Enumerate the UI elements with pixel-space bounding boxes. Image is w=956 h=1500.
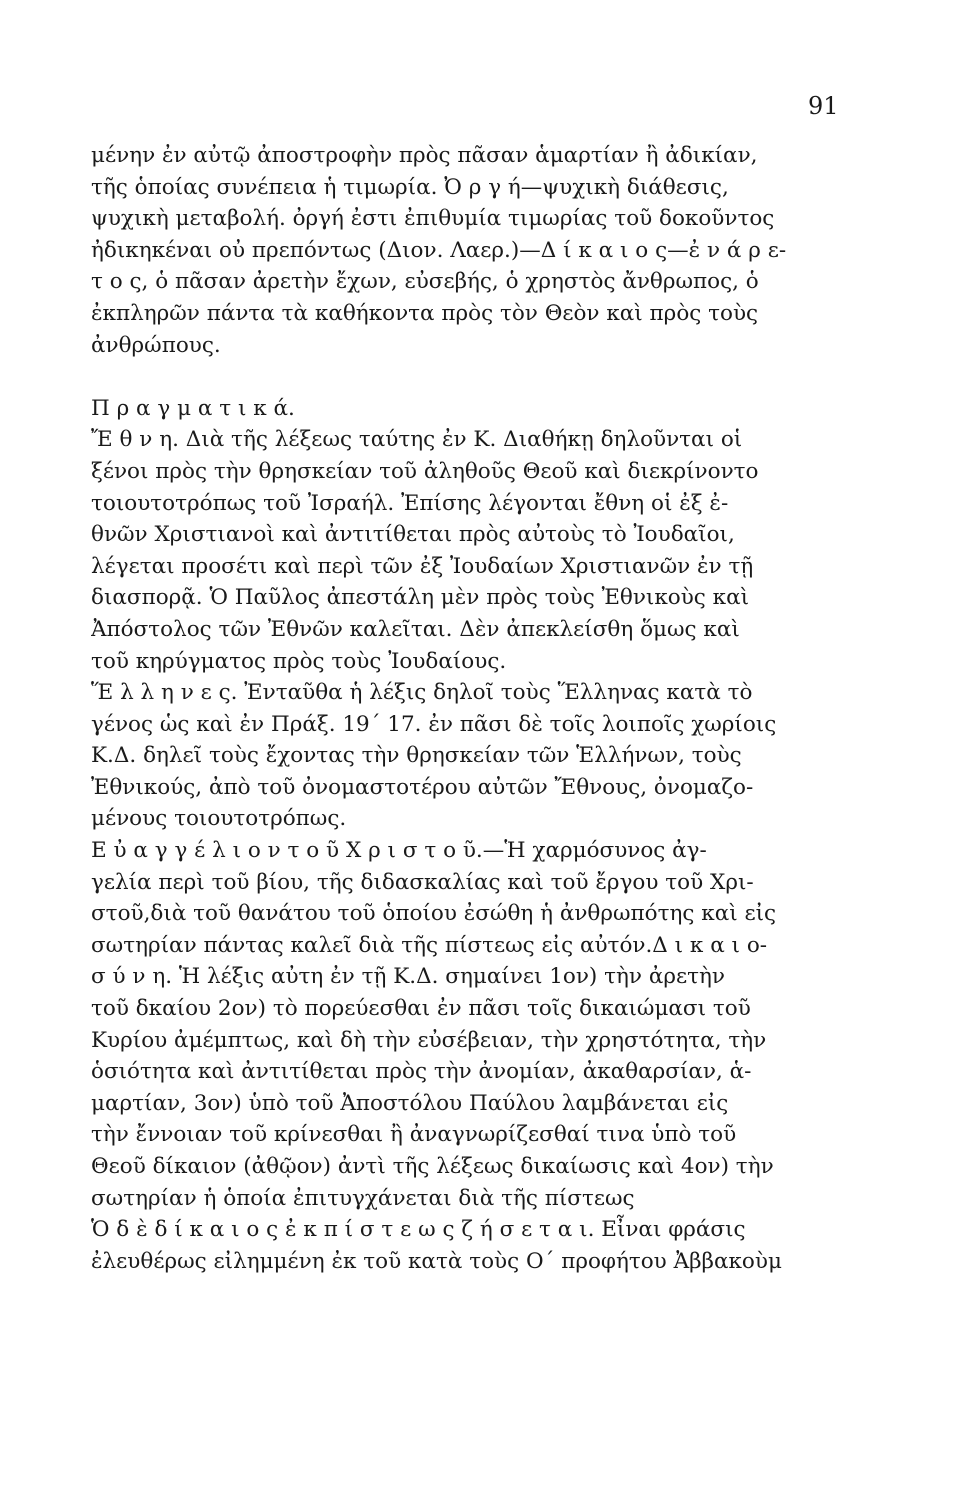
text-line: τ ο ς, ὁ πᾶσαν ἀρετὴν ἔχων, εὐσεβής, ὁ χρηστὸς ἄνθρωπος, ὁ (91, 269, 759, 295)
text-line: τοῦ δκαίου 2ον) τὸ πορεύεσθαι ἐν πᾶσι τοῖς δικαιώμασι τοῦ (91, 996, 751, 1022)
text-line: σωτηρίαν ἡ ὁποία ἐπιτυγχάνεται διὰ τῆς πίστεως (91, 1185, 635, 1211)
page-text (91, 140, 866, 1309)
text-line: Ἐθνικούς, ἀπὸ τοῦ ὀνομαστοτέρου αὐτῶν Ἔθνους, ὀνομαζο- (91, 774, 754, 800)
text-line: ἐκπληρῶν πάντα τὰ καθήκοντα πρὸς τὸν Θεὸν καὶ πρὸς τοὺς (91, 300, 759, 326)
text-line: ὁσιότητα καὶ ἀντιτίθεται πρὸς τὴν ἀνομίαν, ἀκαθαρσίαν, ἁ- (91, 1059, 752, 1085)
text-line: Ὁ δ ὲ δ ί κ α ι ο ς ἐ κ π ί σ τ ε ω ς ζ ή σ ε τ α ι. Εἶναι φράσις (91, 1217, 746, 1243)
text-line: ξένοι πρὸς τὴν θρησκείαν τοῦ ἀληθοῦς Θεοῦ καὶ διεκρίνοντο (91, 458, 759, 484)
text-line: τὴν ἔννοιαν τοῦ κρίνεσθαι ἢ ἀναγνωρίζεσθαί τινα ὑπὸ τοῦ (91, 1122, 737, 1148)
text-line: μαρτίαν, 3ον) ὑπὸ τοῦ Ἀποστόλου Παύλου λαμβάνεται εἰς (91, 1090, 729, 1116)
section-heading: Π ρ α γ μ α τ ι κ ά. (91, 395, 295, 421)
text-line: θνῶν Χριστιανοὶ καὶ ἀντιτίθεται πρὸς αὐτοὺς τὸ Ἰουδαῖοι, (91, 522, 735, 548)
text-line: διασπορᾷ. Ὁ Παῦλος ἀπεστάλη μὲν πρὸς τοὺς Ἐθνικοὺς καὶ (91, 585, 750, 611)
text-line: μένην ἐν αὐτῷ ἀποστροφὴν πρὸς πᾶσαν ἁμαρτίαν ἢ ἀδικίαν, (91, 143, 758, 168)
text-line: γένος ὡς καὶ ἐν Πράξ. 19΄ 17. ἐν πᾶσι δὲ τοῖς λοιποῖς χωρίοις (91, 711, 777, 737)
text-line: Ἕ λ λ η ν ε ς. Ἐνταῦθα ἡ λέξις δηλοῖ τοὺς Ἕλληνας κατὰ τὸ (91, 680, 753, 706)
text-line: τῆς ὁποίας συνέπεια ἡ τιμωρία. Ὀ ρ γ ή—ψυχικὴ διάθεσις, (91, 174, 729, 200)
text-line: Ἀπόστολος τῶν Ἐθνῶν καλεῖται. Δὲν ἀπεκλείσθη ὅμως καὶ (91, 616, 740, 642)
text-line: Ε ὐ α γ γ έ λ ι ο ν τ ο ῦ Χ ρ ι σ τ ο ῦ.—Ἡ χαρμόσυνος ἀγ- (91, 838, 707, 864)
text-line: τοῦ κηρύγματος πρὸς τοὺς Ἰουδαίους. (91, 648, 507, 674)
text-line: στοῦ,διὰ τοῦ θανάτου τοῦ ὁποίου ἐσώθη ἡ ἀνθρωπότης καὶ εἰς (91, 901, 777, 927)
text-line: Ἔ θ ν η. Διὰ τῆς λέξεως ταύτης ἐν Κ. Διαθήκῃ δηλοῦνται οἱ (91, 427, 743, 453)
page-number: 91 (808, 92, 839, 120)
text-line: σωτηρίαν πάντας καλεῖ διὰ τῆς πίστεως εἰς αὐτόν.Δ ι κ α ι ο- (91, 932, 768, 958)
text-line: μένους τοιουτοτρόπως. (91, 806, 347, 832)
text-line: γελία περὶ τοῦ βίου, τῆς διδασκαλίας καὶ τοῦ ἔργου τοῦ Χρι- (91, 869, 754, 895)
text-line: Θεοῦ δίκαιον (ἀθῷον) ἀντὶ τῆς λέξεως δικαίωσις καὶ 4ον) τὴν (91, 1154, 774, 1179)
text-line: λέγεται προσέτι καὶ περὶ τῶν ἐξ Ἰουδαίων Χριστιανῶν ἐν τῇ (91, 553, 754, 579)
text-line: ἀνθρώπους. (91, 332, 221, 358)
blank-line (91, 361, 866, 393)
text-line (91, 1277, 866, 1309)
text-line: σ ύ ν η. Ἡ λέξις αὐτη ἐν τῇ Κ.Δ. σημαίνει 1ον) τὴν ἀρετὴν (91, 964, 725, 990)
text-line: ἠδικηκέναι οὐ πρεπόντως (Διον. Λαερ.)—Δ ί κ α ι ο ς—ἐ ν ά ρ ε- (91, 237, 787, 263)
text-line: Κυρίου ἀμέμπτως, καὶ δὴ τὴν εὐσέβειαν, τὴν χρηστότητα, τὴν (91, 1027, 767, 1053)
text-line: τοιουτοτρόπως τοῦ Ἰσραήλ. Ἐπίσης λέγονται ἔθνη οἱ ἐξ ἐ- (91, 490, 729, 516)
text-line: ἐλευθέρως εἰλημμένη ἐκ τοῦ κατὰ τοὺς Ο΄ προφήτου Ἀββακοὺμ (91, 1248, 782, 1274)
text-line: ψυχικὴ μεταβολή. ὀργή ἐστι ἐπιθυμία τιμωρίας τοῦ δοκοῦντος (91, 206, 775, 232)
text-line: Κ.Δ. δηλεῖ τοὺς ἔχοντας τὴν θρησκείαν τῶν Ἑλλήνων, τοὺς (91, 743, 742, 769)
